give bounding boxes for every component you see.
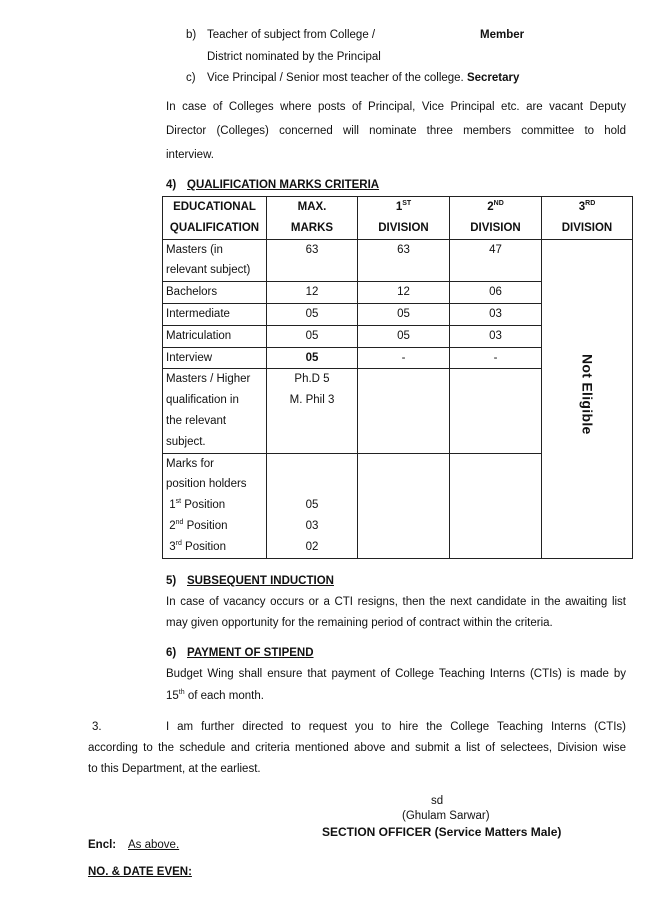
committee-b-text-line2: District nominated by the Principal [207, 51, 381, 63]
second-division-cell [450, 369, 542, 453]
signatory-name: (Ghulam Sarwar) [402, 810, 490, 822]
paragraph-number: 3. [92, 721, 102, 733]
second-division-cell: 06 [450, 282, 542, 304]
paragraph-line: according to the schedule and criteria mentioned above and submit a list of selectees, Division wise [88, 742, 626, 754]
paragraph-line: I am further directed to request you to hire the College Teaching Interns (CTIs) [166, 721, 626, 733]
paragraph-line: to this Department, at the earliest. [88, 763, 261, 775]
qualification-cell: Marks for position holders 1st Position 2nd Position 3rd Position [163, 453, 267, 558]
second-division-cell [450, 453, 542, 558]
paragraph-line: Director (Colleges) concerned will nominate three members committee to hold [166, 125, 626, 137]
max-marks-cell: 05 [267, 347, 358, 369]
section-title: PAYMENT OF STIPEND [187, 647, 314, 659]
no-and-date-even: NO. & DATE EVEN: [88, 866, 192, 878]
second-division-cell: 03 [450, 303, 542, 325]
first-division-cell: - [358, 347, 450, 369]
header-2nd-division: 2ND DIVISION [450, 197, 542, 240]
signatory-designation: SECTION OFFICER (Service Matters Male) [322, 825, 562, 839]
section-title: QUALIFICATION MARKS CRITERIA [187, 179, 380, 191]
not-eligible-label: Not Eligible [579, 354, 596, 435]
committee-b-role: Member [480, 29, 525, 41]
first-division-cell: 63 [358, 239, 450, 282]
section-number: 4) [166, 179, 177, 191]
header-1st-division: 1ST DIVISION [358, 197, 450, 240]
qualification-cell: Interview [163, 347, 267, 369]
committee-b-text-line1: Teacher of subject from College / [207, 29, 376, 41]
paragraph-line: may given opportunity for the remaining period of contract within the criteria. [166, 617, 553, 629]
max-marks-cell: 63 [267, 239, 358, 282]
committee-c-role: Secretary [466, 72, 520, 84]
first-division-cell [358, 453, 450, 558]
header-educational-qualification: EDUCATIONAL QUALIFICATION [163, 197, 267, 240]
table-header-row [163, 197, 633, 240]
section-title: SUBSEQUENT INDUCTION [187, 575, 334, 587]
second-division-cell: 47 [450, 239, 542, 282]
header-3rd-division: 3RD DIVISION [542, 197, 633, 240]
max-marks-cell: 05 [267, 325, 358, 347]
qualification-cell: Bachelors [163, 282, 267, 304]
qualification-cell: Masters (in relevant subject) [163, 239, 267, 282]
first-division-cell: 12 [358, 282, 450, 304]
signature-sd: sd [431, 795, 444, 807]
second-division-cell: 03 [450, 325, 542, 347]
header-max-marks: MAX. MARKS [267, 197, 358, 240]
second-division-cell: - [450, 347, 542, 369]
section-number: 6) [166, 647, 177, 659]
max-marks-cell: Ph.D 5 M. Phil 3 [267, 369, 358, 453]
third-division-not-eligible-cell [542, 239, 633, 558]
paragraph-line: In case of vacancy occurs or a CTI resigns, then the next candidate in the awaiting list [166, 596, 626, 608]
paragraph-line: Budget Wing shall ensure that payment of College Teaching Interns (CTIs) is made by [166, 668, 626, 680]
committee-c-text: Vice Principal / Senior most teacher of the college. Secretary [207, 72, 520, 84]
enclosure-value: As above. [128, 839, 180, 851]
first-division-cell [358, 369, 450, 453]
max-marks-cell: 05 03 02 [267, 453, 358, 558]
max-marks-cell: 12 [267, 282, 358, 304]
item-marker: b) [186, 29, 197, 41]
paragraph-line: In case of Colleges where posts of Principal, Vice Principal etc. are vacant Deputy [166, 101, 626, 113]
qualification-cell: Intermediate [163, 303, 267, 325]
paragraph-line: interview. [166, 149, 214, 161]
first-division-cell: 05 [358, 303, 450, 325]
qualification-marks-table [162, 196, 633, 559]
first-division-cell: 05 [358, 325, 450, 347]
qualification-cell: Matriculation [163, 325, 267, 347]
item-marker: c) [186, 72, 196, 84]
table-row-masters [163, 239, 633, 282]
qualification-cell: Masters / Higher qualification in the relevant subject. [163, 369, 267, 453]
section-number: 5) [166, 575, 177, 587]
max-marks-cell: 05 [267, 303, 358, 325]
enclosure-label: Encl: [88, 839, 117, 851]
paragraph-line: 15th of each month. [166, 689, 264, 702]
